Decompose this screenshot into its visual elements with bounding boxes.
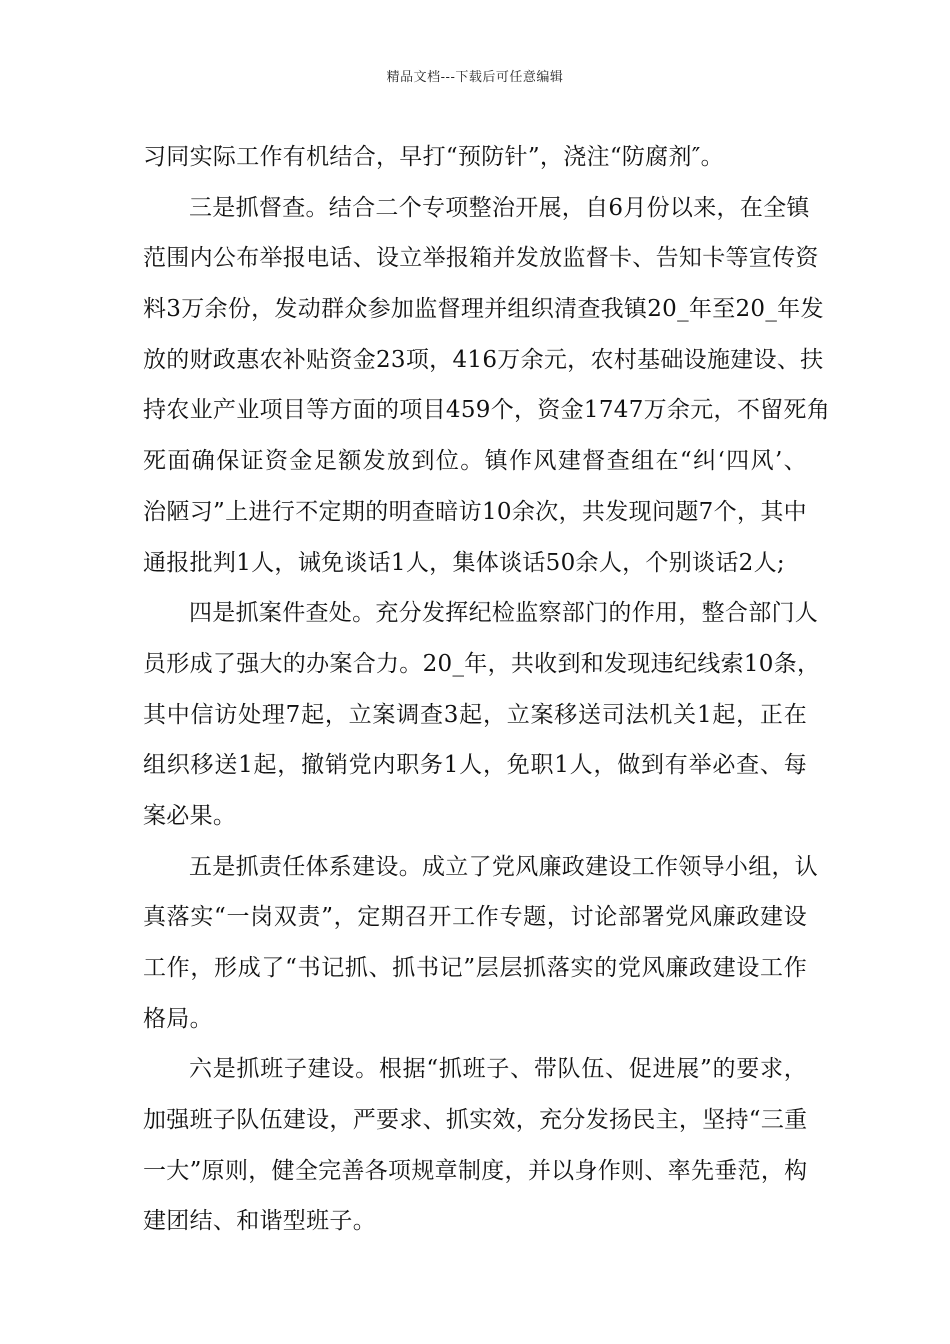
text-line: 组织移送1起，撤销党内职务1人，免职1人，做到有举必查、每 [143, 752, 807, 779]
text-line: 料3万余份，发动群众参加监督理并组织清查我镇20_年至20_年发 [143, 296, 824, 323]
text-line: 死面确保证资金足额发放到位。镇作风建督查组在“纠‘四风’、 [143, 448, 807, 475]
text-line: 范围内公布举报电话、设立举报箱并发放监督卡、告知卡等宣传资 [143, 245, 819, 272]
paragraph-continuation [143, 132, 807, 183]
paragraph-team-building [143, 1044, 807, 1247]
text-line: 格局。 [143, 1005, 213, 1032]
text-line: 案必果。 [143, 802, 237, 829]
text-line: 其中信访处理7起，立案调查3起，立案移送司法机关1起，正在 [143, 701, 807, 728]
paragraph-case-handling [143, 588, 821, 841]
text-line: 加强班子队伍建设，严要求、抓实效，充分发扬民主，坚持“三重 [143, 1107, 808, 1134]
text-line: 三是抓督查。结合二个专项整治开展，自6月份以来，在全镇 [189, 194, 810, 221]
text-line: 治陋习”上进行不定期的明查暗访10余次，共发现问题7个，其中 [143, 498, 807, 525]
paragraph-responsibility [143, 842, 819, 1045]
text-line: 五是抓责任体系建设。成立了党风廉政建设工作领导小组，认 [189, 853, 819, 880]
paragraph-supervision [143, 183, 831, 589]
page-header: 精品文档---下载后可任意编辑 [386, 70, 564, 85]
text-line: 真落实“一岗双责”，定期召开工作专题，讨论部署党风廉政建设 [143, 904, 807, 931]
text-line: 工作，形成了“书记抓、抓书记”层层抓落实的党风廉政建设工作 [143, 955, 807, 981]
text-line: 持农业产业项目等方面的项目459个，资金1747万余元，不留死角 [143, 397, 831, 424]
text-line: 习同实际工作有机结合，早打“预防针”，浇注“防腐剂″。 [143, 144, 724, 170]
document-body [143, 132, 831, 1247]
text-line: 建团结、和谐型班子。 [143, 1208, 376, 1235]
text-line: 放的财政惠农补贴资金23项，416万余元，农村基础设施建设、扶 [143, 346, 824, 373]
text-line: 员形成了强大的办案合力。20_年，共收到和发现违纪线索10条， [143, 650, 821, 677]
text-line: 通报批判1人，诫免谈话1人，集体谈话50余人，个别谈话2人; [143, 549, 785, 576]
text-line: 六是抓班子建设。根据“抓班子、带队伍、促进展”的要求， [189, 1056, 807, 1083]
text-line: 四是抓案件查处。充分发挥纪检监察部门的作用，整合部门人 [189, 600, 819, 627]
text-line: 一大”原则，健全完善各项规章制度，并以身作则、率先垂范，构 [143, 1157, 808, 1184]
